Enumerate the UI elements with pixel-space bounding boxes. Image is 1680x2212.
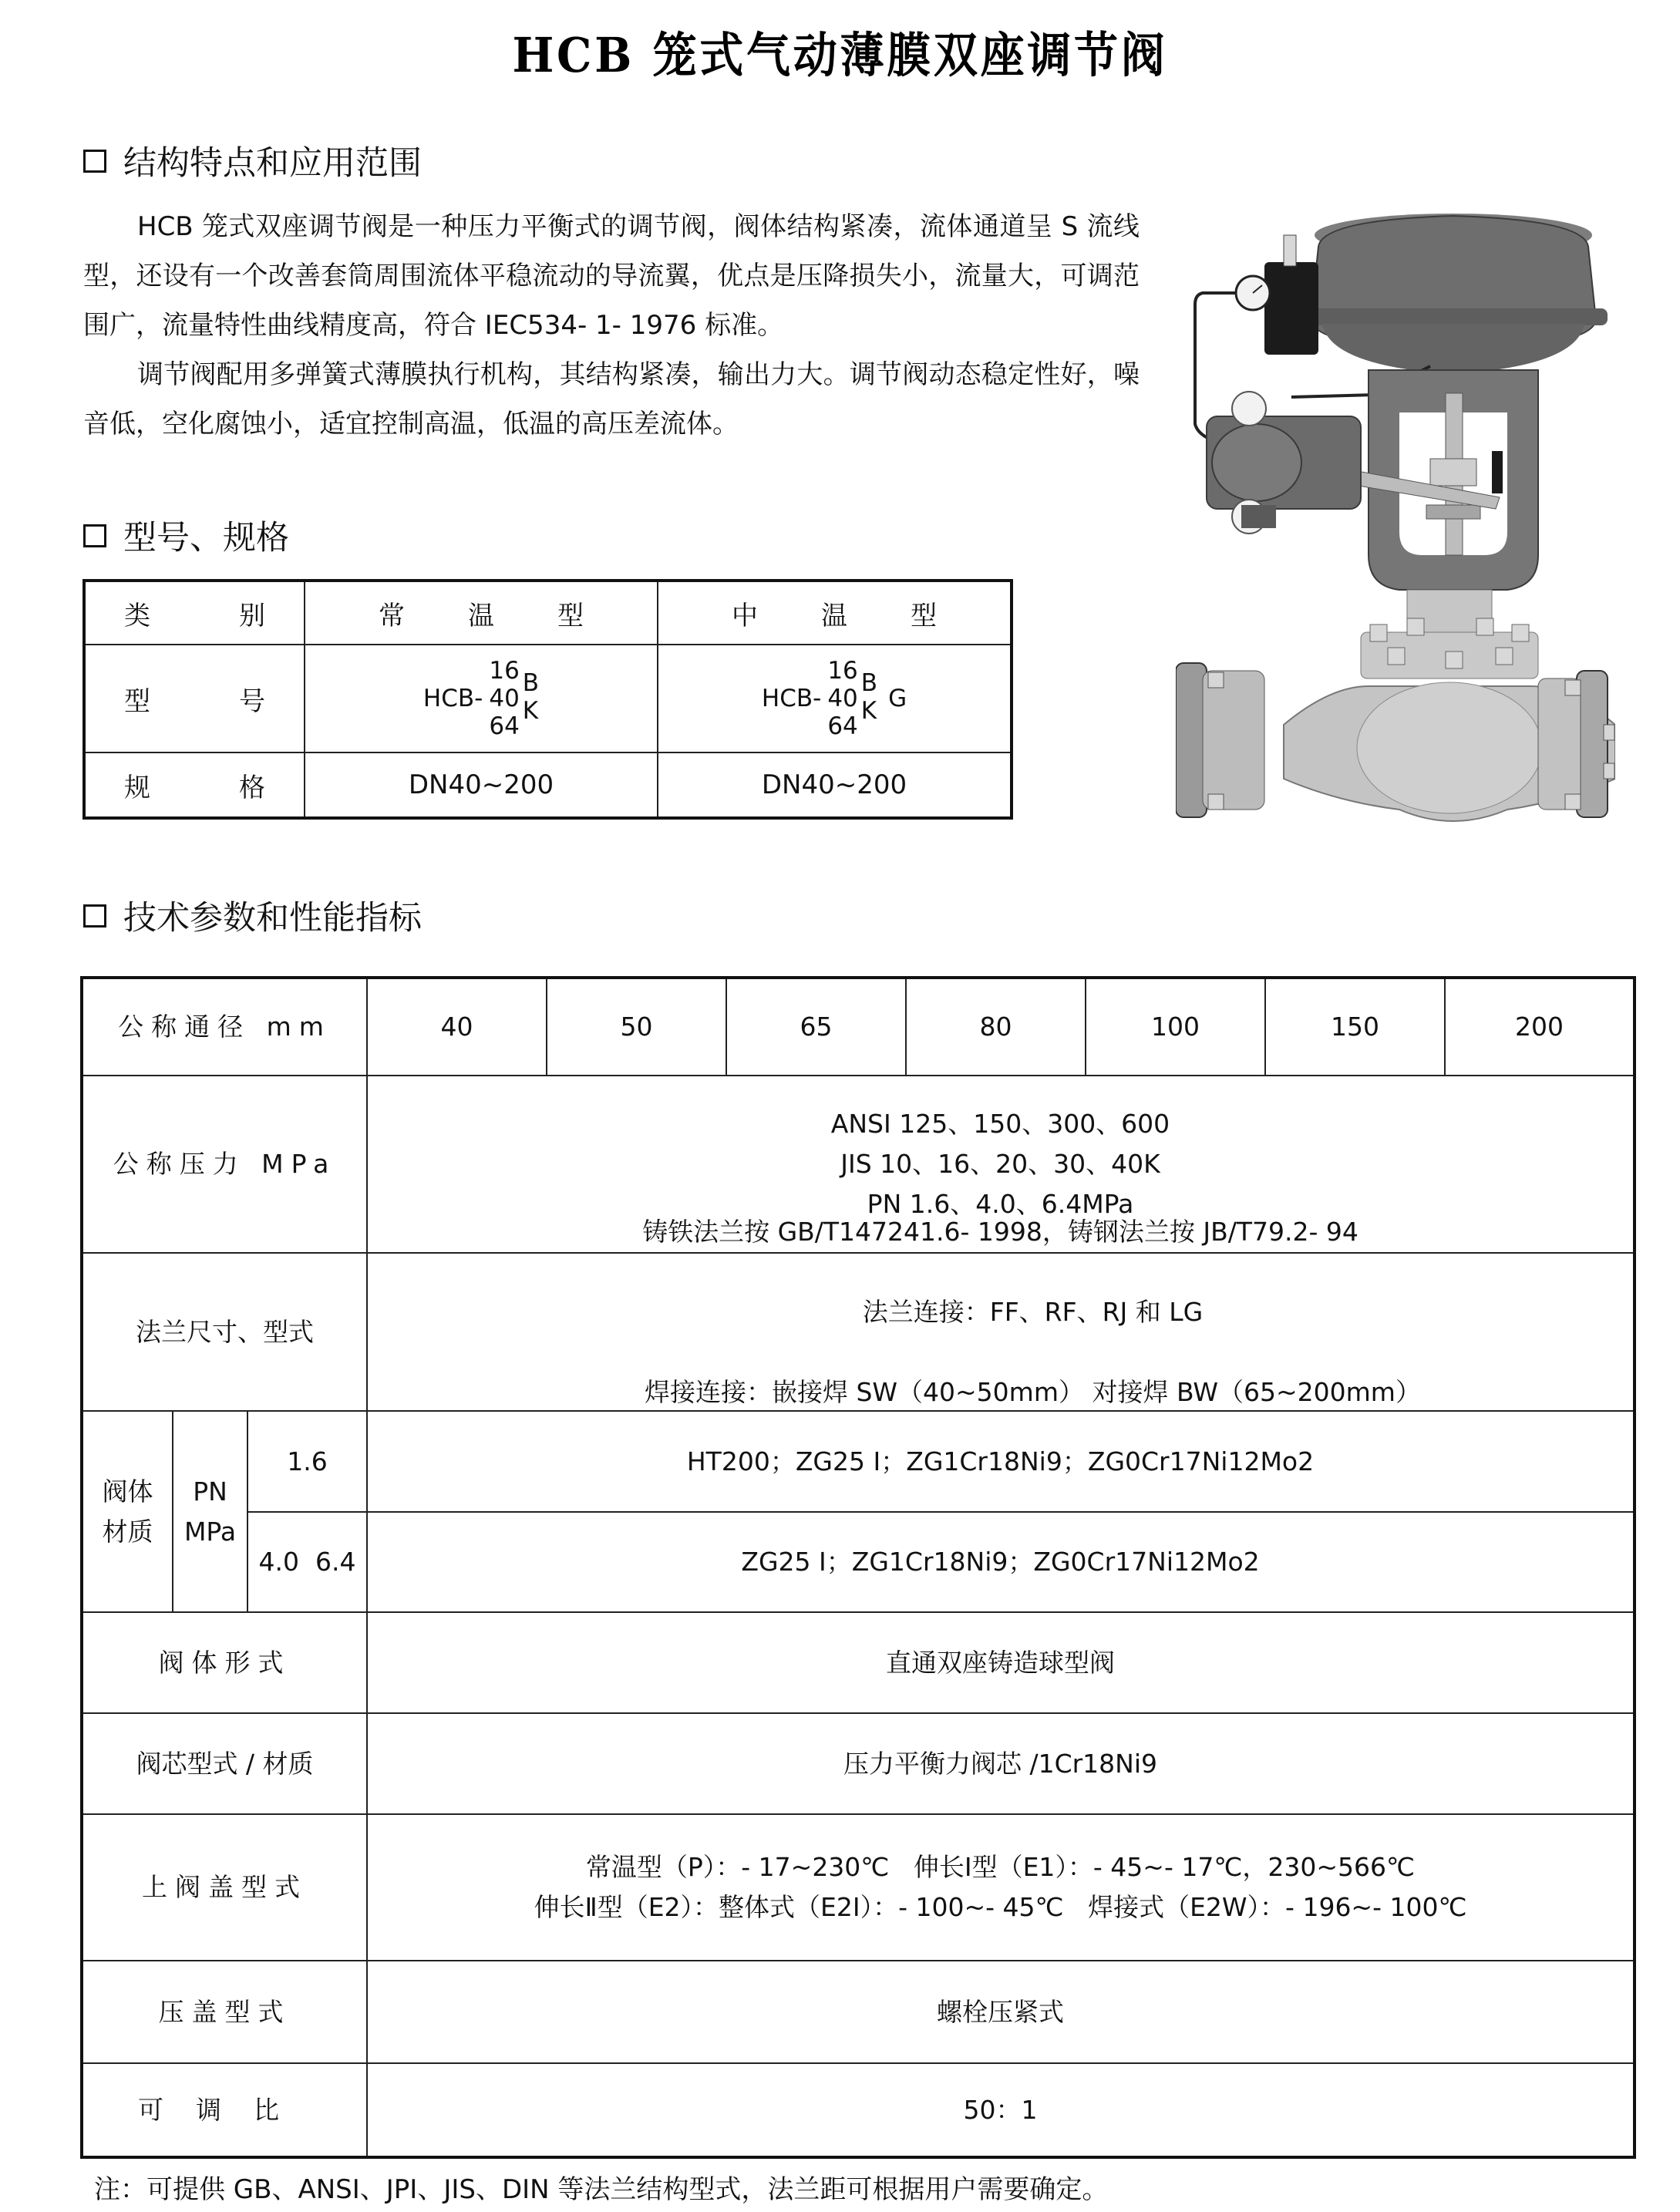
row-label-plug: 阀芯型式 / 材质 <box>136 1748 314 1779</box>
pressure-line: ANSI 125、150、300、600 <box>830 1109 1170 1139</box>
model-pressure: 40 <box>489 685 520 712</box>
material-value: ZG25 Ⅰ；ZG1Cr18Ni9；ZG0Cr17Ni12Mo2 <box>741 1547 1260 1577</box>
weld-connection-text: 焊接连接：嵌接焊 SW（40~50mm） 对接焊 BW（65~200mm） <box>644 1376 1421 1407</box>
outlet-flange <box>1577 671 1608 817</box>
control-valve-illustration <box>1176 193 1615 856</box>
pn-mpa-label <box>173 1412 247 1611</box>
section-heading-features <box>83 137 422 184</box>
pressure-line: PN 1.6、4.0、6.4MPa <box>867 1189 1134 1219</box>
model-tail: G <box>888 685 907 712</box>
column-header-normal-temp <box>305 582 657 644</box>
pressure-line: JIS 10、16、20、30、40K <box>840 1149 1160 1179</box>
footnote: 注：可提供 GB、ANSI、JPI、JIS、DIN 等法兰结构型式，法兰距可根据用户需要确定。 <box>94 2174 1109 2205</box>
label-line: 阀体 <box>102 1476 153 1507</box>
model-prefix: HCB- <box>423 685 483 712</box>
flange-connection-text: 法兰连接：FF、RF、RJ 和 LG <box>862 1296 1204 1327</box>
row-label-nominal-diameter: 公称通径 mm <box>118 1012 332 1042</box>
rangeability-value: 50：1 <box>963 2094 1038 2125</box>
row-label-body-material <box>83 1412 172 1611</box>
section-heading-tech <box>83 892 422 939</box>
label-char: 格 <box>239 772 265 803</box>
flange-standard-line: 铸铁法兰按 GB/T147241.6- 1998，铸钢法兰按 JB/T79.2- 94 <box>642 1216 1358 1247</box>
header-char: 温 <box>821 600 847 631</box>
header-char: 常 <box>379 600 405 631</box>
pressure-class: 1.6 <box>287 1446 328 1476</box>
label-char: 型 <box>124 685 150 717</box>
label-char: 别 <box>239 600 265 631</box>
product-photo <box>1176 193 1615 856</box>
model-pressure: 16 <box>489 657 520 685</box>
header-char: 温 <box>468 600 494 631</box>
page-title: HCB 笼式气动薄膜双座调节阀 <box>512 27 1168 83</box>
bonnet-values <box>368 1815 1633 1960</box>
label-line: PN <box>193 1476 227 1507</box>
checkbox-icon <box>83 524 106 547</box>
pressure-class: 4.0 6.4 <box>258 1547 356 1577</box>
model-suffix: B <box>860 669 878 697</box>
header-char: 型 <box>911 600 937 631</box>
model-suffix: B <box>522 669 540 697</box>
label-line: MPa <box>183 1516 237 1547</box>
material-value: HT200；ZG25 Ⅰ；ZG1Cr18Ni9；ZG0Cr17Ni12Mo2 <box>686 1446 1315 1476</box>
bonnet-line: 常温型（P）：- 17~230℃ 伸长Ⅰ型（E1）：- 45~- 17℃，230~566℃ <box>585 1852 1416 1882</box>
row-label-gland: 压盖型式 <box>158 1996 291 2027</box>
model-prefix: HCB- <box>761 685 822 712</box>
features-paragraph: 调节阀配用多弹簧式薄膜执行机构，其结构紧凑，输出力大。调节阀动态稳定性好，噪音低，空化腐蚀小，适宜控制高温，低温的高压差流体。 <box>83 359 1140 439</box>
header-char: 型 <box>557 600 584 631</box>
row-label-flange: 法兰尺寸、型式 <box>136 1316 314 1347</box>
spec-normal-temp: DN40~200 <box>408 769 554 800</box>
model-suffix: K <box>522 697 539 725</box>
row-label-nominal-pressure: 公称压力 MPa <box>113 1149 337 1179</box>
row-label-spec <box>86 753 304 816</box>
diameter-value: 50 <box>620 1012 653 1042</box>
features-description <box>83 202 1140 449</box>
row-label-body-type: 阀体形式 <box>158 1647 291 1678</box>
model-pressure: 64 <box>489 712 520 740</box>
section-heading-text: 结构特点和应用范围 <box>123 144 422 183</box>
air-regulator <box>1264 262 1318 355</box>
model-pressure: 16 <box>827 657 858 685</box>
label-char: 类 <box>124 600 150 631</box>
column-header-medium-temp <box>658 582 1010 644</box>
section-heading-text: 型号、规格 <box>123 519 289 557</box>
label-char: 号 <box>239 685 265 717</box>
model-pressure: 64 <box>827 712 858 740</box>
section-heading-models <box>83 512 289 559</box>
model-suffix: K <box>860 697 877 725</box>
label-line: 材质 <box>102 1516 153 1547</box>
actuator-flange <box>1299 308 1608 325</box>
section-heading-text: 技术参数和性能指标 <box>123 899 422 938</box>
diameter-value: 150 <box>1331 1012 1379 1042</box>
gland-value: 螺栓压紧式 <box>937 1996 1064 2027</box>
label-char: 规 <box>124 772 150 803</box>
diameter-value: 80 <box>979 1012 1012 1042</box>
spec-medium-temp: DN40~200 <box>761 769 907 800</box>
diameter-value: 65 <box>800 1012 833 1042</box>
row-label-rangeability: 可调比 <box>138 2094 311 2125</box>
model-spec-table <box>82 579 1013 820</box>
model-code-medium-temp <box>658 645 1010 752</box>
bonnet-line: 伸长Ⅱ型（E2）：整体式（E2Ⅰ）：- 100~- 45℃ 焊接式（E2W）：- 196~- 100℃ <box>534 1892 1467 1922</box>
model-code-normal-temp <box>305 645 657 752</box>
diameter-value: 200 <box>1515 1012 1564 1042</box>
flange-values <box>368 1216 1633 1410</box>
inlet-flange <box>1176 663 1207 817</box>
row-label-category <box>86 582 304 644</box>
plug-value: 压力平衡力阀芯 /1Cr18Ni9 <box>843 1748 1158 1779</box>
model-pressure: 40 <box>827 685 858 712</box>
row-label-model <box>86 645 304 752</box>
checkbox-icon <box>83 904 106 928</box>
features-paragraph: HCB 笼式双座调节阀是一种压力平衡式的调节阀，阀体结构紧凑，流体通道呈 S 流线型，还设有一个改善套筒周围流体平稳流动的导流翼，优点是压降损失小，流量大，可调范围广，流量特性曲线精度高，符合 IEC534- 1- 1976 标准。 <box>83 211 1140 341</box>
tech-params-table <box>80 976 1636 2159</box>
header-char: 中 <box>732 600 758 631</box>
diameter-value: 40 <box>440 1012 473 1042</box>
diameter-value: 100 <box>1151 1012 1200 1042</box>
row-label-bonnet: 上阀盖型式 <box>142 1872 308 1902</box>
body-type-value: 直通双座铸造球型阀 <box>886 1647 1115 1678</box>
checkbox-icon <box>83 150 106 173</box>
